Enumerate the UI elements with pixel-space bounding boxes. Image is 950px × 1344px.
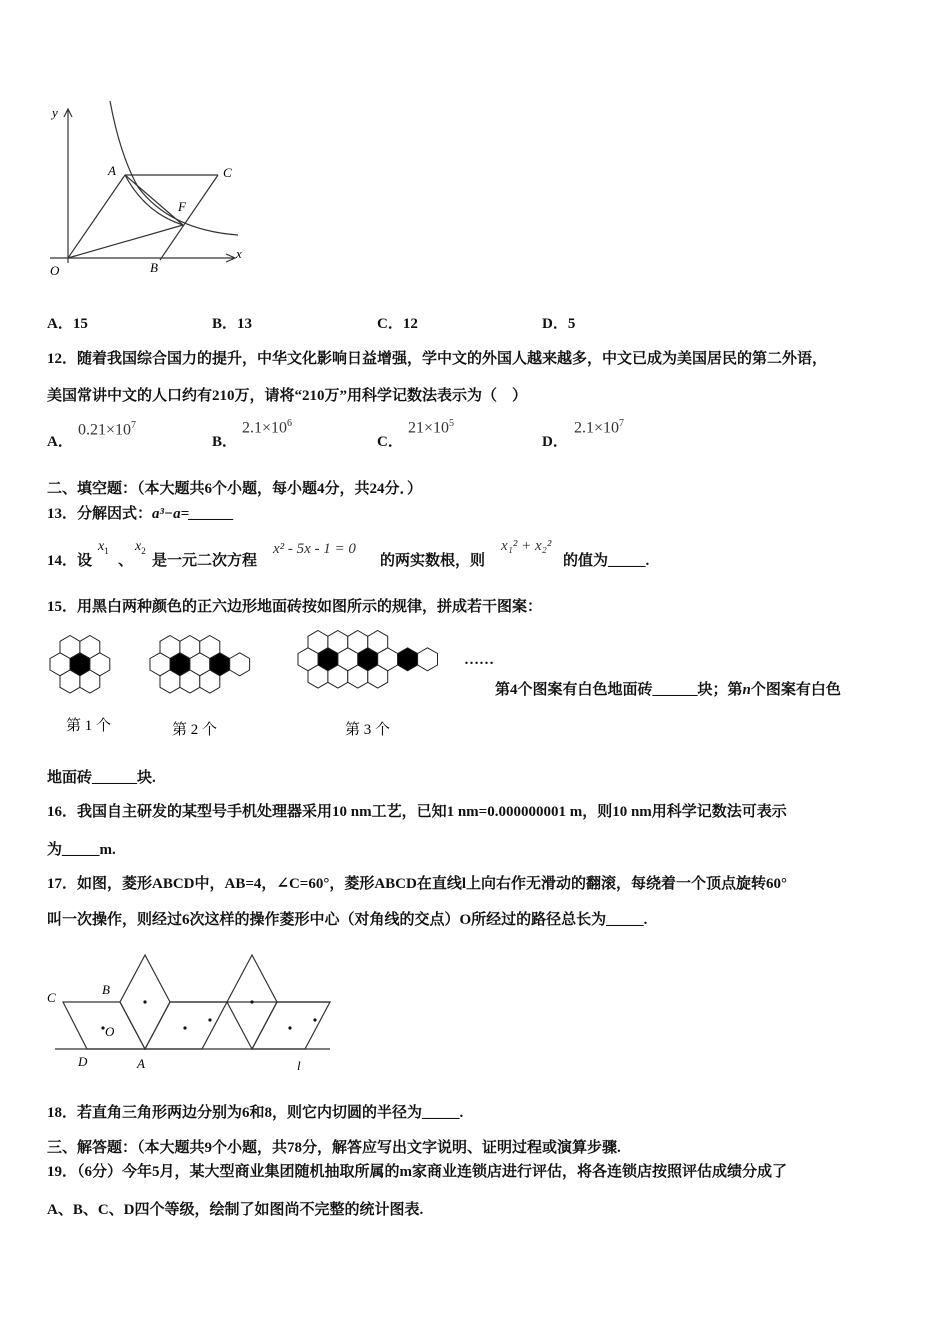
center-dot-1 xyxy=(143,1000,146,1003)
q15-dots: …… xyxy=(464,652,494,668)
q18: 18．若直角三角形两边分别为6和8，则它内切圆的半径为_____. xyxy=(47,1105,464,1121)
white-tile xyxy=(418,648,438,671)
label-l: l xyxy=(297,1058,301,1073)
pattern-label-2: 第 2 个 xyxy=(172,722,218,738)
q19-line2: A、B、C、D四个等级，绘制了如图尚不完整的统计图表. xyxy=(47,1202,424,1218)
segment-OF xyxy=(68,225,183,258)
q15-line2: 地面砖______块. xyxy=(47,770,156,786)
pattern-label-3: 第 3 个 xyxy=(345,722,391,738)
q12-option-c-letter: C． xyxy=(377,434,403,450)
pattern-label-1: 第 1 个 xyxy=(66,718,112,734)
q19-line1: 19．（6分）今年5月，某大型商业集团随机抽取所属的m家商业连锁店进行评估，将各连锁店按照评估成绩分成了 xyxy=(47,1164,788,1180)
q14-mid2: 的两实数根，则 xyxy=(380,553,486,569)
q12-line1: 12．随着我国综合国力的提升，中华文化影响日益增强，学中文的外国人越来越多，中文已成为美国居民的第二外语， xyxy=(47,351,828,367)
q14-prefix: 14．设 xyxy=(47,553,93,569)
rhombus-rolled-2 xyxy=(145,1002,227,1049)
black-tile xyxy=(398,648,418,671)
center-dot-2 xyxy=(183,1026,186,1029)
label-C: C xyxy=(47,990,56,1005)
q12-option-c-expr: $21\times 10^5$ xyxy=(408,418,455,437)
center-dot-3 xyxy=(208,1018,211,1021)
q11-option-c: C．12 xyxy=(377,316,418,332)
hyperbola-curve xyxy=(110,101,238,235)
segment-AF xyxy=(125,175,183,225)
q11-option-d: D．5 xyxy=(542,316,576,332)
center-dot-4 xyxy=(250,1000,253,1003)
q14-x1: $x_1$ xyxy=(98,539,109,556)
label-O: O xyxy=(50,263,60,278)
q14-sep: 、 xyxy=(118,553,134,569)
white-tile xyxy=(230,653,250,676)
label-A: A xyxy=(137,1056,145,1071)
q14-expression: x₁² + x₂² xyxy=(501,538,552,554)
q12-option-a-expr: $0.21\times 10^7$ xyxy=(78,420,137,439)
q14-x2: $x_2$ xyxy=(135,539,146,556)
q12-line2: 美国常讲中文的人口约有210万，请将“210万”用科学记数法表示为（ ） xyxy=(47,388,528,404)
q16-line1: 16．我国自主研发的某型号手机处理器采用10 nm工艺，已知1 nm=0.000000001 m，则10 nm用科学记数法可表示 xyxy=(47,804,787,820)
q12-option-d-expr: $2.1\times 10^7$ xyxy=(574,418,625,437)
segment-OA xyxy=(68,175,125,258)
rhombus-rolled-4 xyxy=(252,1002,330,1049)
label-B: B xyxy=(102,982,110,997)
label-D: D xyxy=(78,1054,88,1069)
q12-option-b-letter: B． xyxy=(212,434,238,450)
label-B: B xyxy=(150,260,158,275)
q13: 13．分解因式：a³−a=______ xyxy=(47,506,235,522)
q17-line1: 17．如图，菱形ABCD中，AB=4，∠C=60°，菱形ABCD在直线l上向右作无滑动的翻滚，每绕着一个顶点旋转60° xyxy=(47,876,788,892)
q11-figure xyxy=(40,95,250,285)
center-dot-5 xyxy=(288,1026,291,1029)
q15-text: 15．用黑白两种颜色的正六边形地面砖按如图所示的规律，拼成若干图案： xyxy=(47,599,543,615)
label-x: x xyxy=(236,246,242,261)
center-dot-6 xyxy=(313,1018,316,1021)
q15-tail: 第4个图案有白色地面砖______块；第n个图案有白色 xyxy=(495,682,841,698)
label-O: O xyxy=(105,1024,115,1039)
q12-option-a-letter: A． xyxy=(47,434,73,450)
section-3-heading: 三、解答题：（本大题共9个小题，共78分，解答应写出文字说明、证明过程或演算步骤. xyxy=(47,1140,621,1156)
q17-rhombus-figure xyxy=(45,950,335,1075)
q12-option-b-expr: $2.1\times 10^6$ xyxy=(242,418,293,437)
section-2-heading: 二、填空题：（本大题共6个小题，每小题4分，共24分．） xyxy=(47,481,423,497)
label-A: A xyxy=(108,163,116,178)
hexagon-patterns xyxy=(40,622,490,742)
label-y: y xyxy=(52,105,58,120)
q14-equation: x² - 5x - 1 = 0 xyxy=(273,541,356,557)
label-F: F xyxy=(178,199,186,214)
q11-option-a: A．15 xyxy=(47,316,88,332)
q14-suffix: 的值为_____. xyxy=(563,553,650,569)
q12-option-d-letter: D． xyxy=(542,434,568,450)
q11-option-b: B．13 xyxy=(212,316,253,332)
label-C: C xyxy=(223,165,232,180)
segment-CB xyxy=(160,175,218,260)
hexagon-tiles xyxy=(50,631,438,694)
q16-line2: 为_____m. xyxy=(47,842,116,858)
q17-line2: 叫一次操作，则经过6次这样的操作菱形中心（对角线的交点）O所经过的路径总长为_____. xyxy=(47,912,648,928)
q14-mid: 是一元二次方程 xyxy=(152,553,258,569)
